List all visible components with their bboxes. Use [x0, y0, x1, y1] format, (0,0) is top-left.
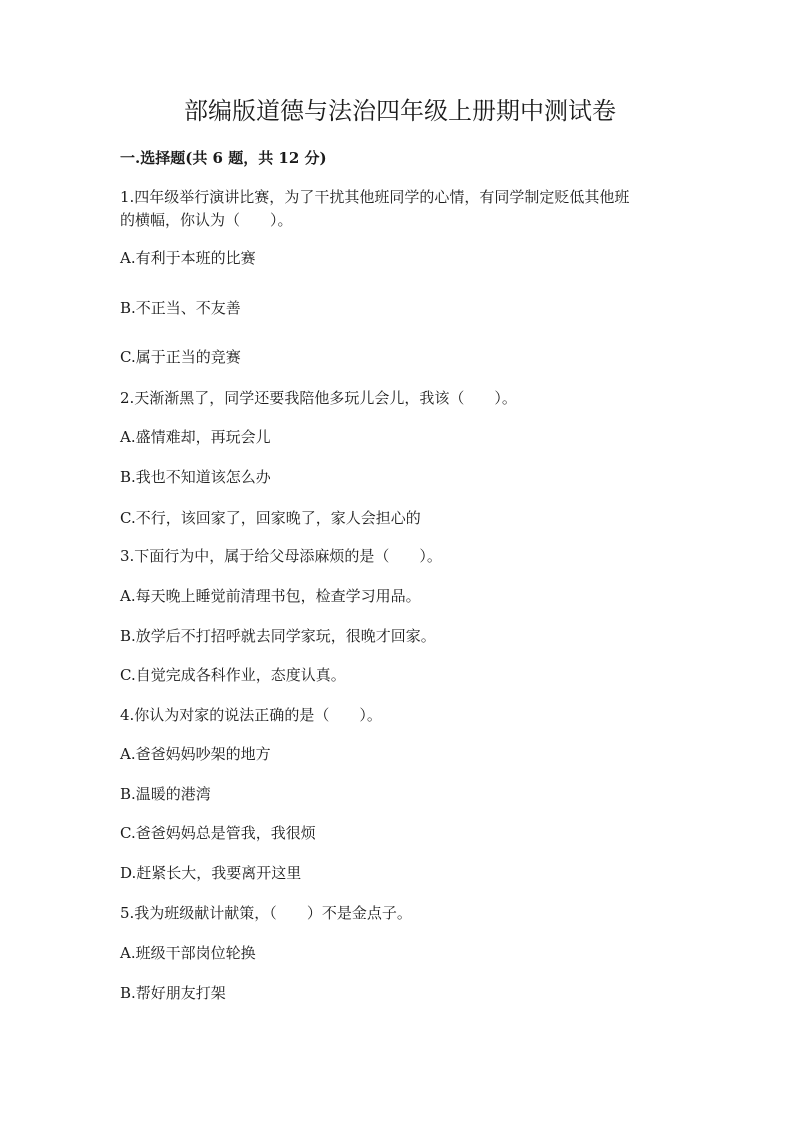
question-4-option-a: A.爸爸妈妈吵架的地方	[120, 745, 271, 763]
question-1-stem-line-2: 的横幅，你认为（ ）。	[120, 211, 293, 229]
question-2-stem: 2.天渐渐黑了，同学还要我陪他多玩儿会儿，我该（ ）。	[120, 389, 517, 407]
question-3-option-c: C.自觉完成各科作业，态度认真。	[120, 666, 346, 684]
question-1-option-b: B.不正当、不友善	[120, 299, 241, 317]
question-2-option-a: A.盛情难却，再玩会儿	[120, 428, 271, 446]
question-3-option-a: A.每天晚上睡觉前清理书包，检查学习用品。	[120, 587, 421, 605]
question-2-option-c: C.不行，该回家了，回家晚了，家人会担心的	[120, 509, 421, 527]
question-4-option-d: D.赶紧长大，我要离开这里	[120, 864, 302, 882]
question-1-option-c: C.属于正当的竞赛	[120, 348, 241, 366]
page-title: 部编版道德与法治四年级上册期中测试卷	[184, 97, 616, 125]
section-heading: 一.选择题(共 6 题，共 12 分)	[120, 149, 327, 167]
question-5-option-a: A.班级干部岗位轮换	[120, 944, 256, 962]
question-5-option-b: B.帮好朋友打架	[120, 984, 226, 1002]
question-1-option-a: A.有利于本班的比赛	[120, 249, 256, 267]
question-2-option-b: B.我也不知道该怎么办	[120, 468, 271, 486]
question-3-stem: 3.下面行为中，属于给父母添麻烦的是（ ）。	[120, 547, 442, 565]
question-5-stem: 5.我为班级献计献策，（ ）不是金点子。	[120, 904, 412, 922]
question-3-option-b: B.放学后不打招呼就去同学家玩，很晚才回家。	[120, 627, 436, 645]
question-4-option-b: B.温暖的港湾	[120, 785, 211, 803]
question-4-stem: 4.你认为对家的说法正确的是（ ）。	[120, 706, 382, 724]
question-1-stem-line-1: 1.四年级举行演讲比赛，为了干扰其他班同学的心情，有同学制定贬低其他班	[120, 188, 630, 206]
question-4-option-c: C.爸爸妈妈总是管我，我很烦	[120, 824, 316, 842]
